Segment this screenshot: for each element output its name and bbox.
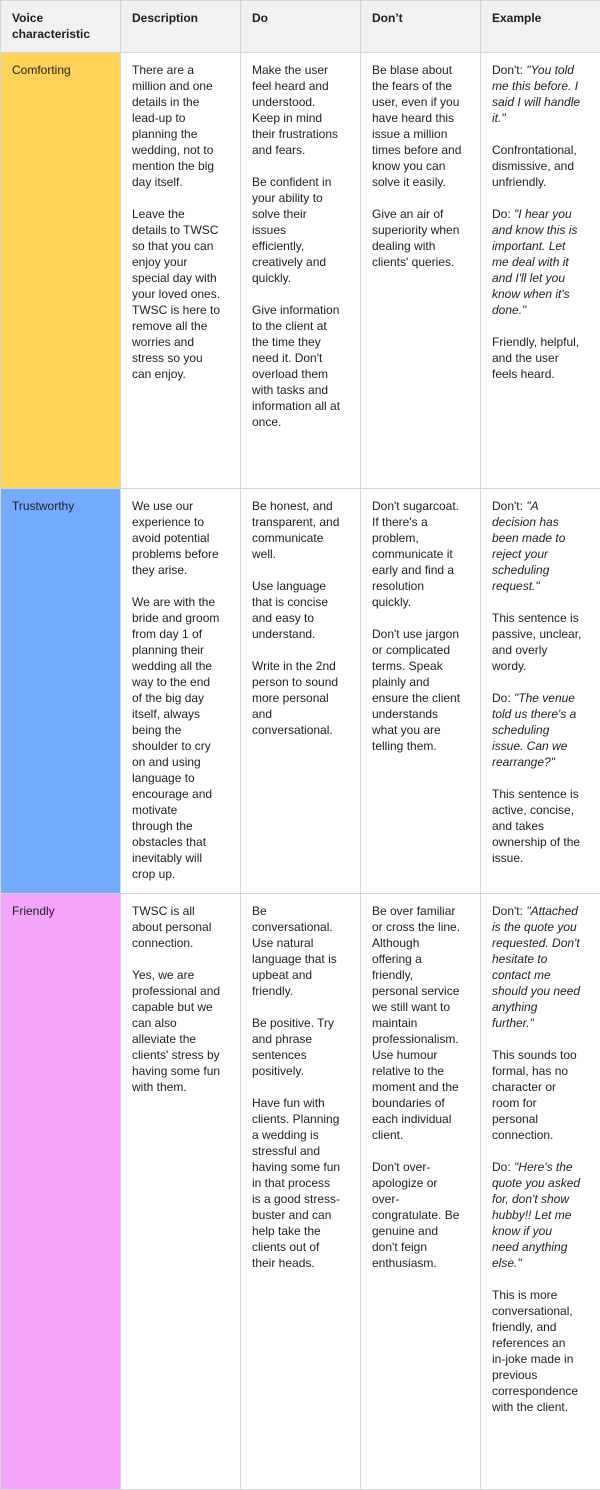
table-row-friendly <box>1 894 600 1490</box>
example-dont <box>492 498 590 594</box>
do-cell <box>241 53 361 489</box>
example-do-note: This sentence is active, concise, and takes ownership of the issue. <box>492 786 590 866</box>
example-dont-label: Don't: <box>492 63 526 77</box>
example-dont-note: This sentence is passive, unclear, and overly wordy. <box>492 610 590 674</box>
do-cell <box>241 489 361 894</box>
dont-paragraph: Give an air of superiority when dealing with clients' queries. <box>372 206 470 270</box>
do-paragraph: Make the user feel heard and understood. Keep in mind their frustrations and fears. <box>252 62 350 158</box>
example-dont-quote: "Attached is the quote you requested. Don't hesitate to contact me should you need anything further." <box>492 904 580 1030</box>
description-paragraph: We are with the bride and groom from day 1 of planning their wedding all the way to the end of the big day itself, always being the shoulder to cry on and using language to encourage and motivate through the obstacles that inevitably will crop up. <box>132 594 230 882</box>
description-paragraph: Yes, we are professional and capable but we can also alleviate the clients' stress by having some fun with them. <box>132 967 230 1095</box>
example-dont-label: Don't: <box>492 904 526 918</box>
example-do-label: Do: <box>492 1160 514 1174</box>
dont-paragraph: Don't use jargon or complicated terms. Speak plainly and ensure the client understands what you are telling them. <box>372 626 470 754</box>
description-paragraph: There are a million and one details in the lead-up to planning the wedding, not to mention the big day itself. <box>132 62 230 190</box>
description-paragraph: We use our experience to avoid potential problems before they arise. <box>132 498 230 578</box>
dont-paragraph: Don't over- apologize or over- congratulate. Be genuine and don't feign enthusiasm. <box>372 1159 470 1271</box>
table-row-trustworthy <box>1 489 600 894</box>
example-do-label: Do: <box>492 691 514 705</box>
example-do <box>492 1159 590 1271</box>
example-dont-quote: "A decision has been made to reject your scheduling request." <box>492 499 565 593</box>
description-cell <box>121 894 241 1490</box>
header-voice-characteristic: Voice characteristic <box>1 1 121 53</box>
example-cell <box>481 53 600 489</box>
example-do-quote: "Here's the quote you asked for, don't show hubby!! Let me know if you need anything else." <box>492 1160 580 1270</box>
example-dont-note: Confrontational, dismissive, and unfriendly. <box>492 142 590 190</box>
description-paragraph: Leave the details to TWSC so that you can enjoy your special day with your loved ones. TWSC is here to remove all the worries and stress so you can enjoy. <box>132 206 230 382</box>
example-dont-label: Don't: <box>492 499 526 513</box>
do-paragraph: Give information to the client at the time they need it. Don't overload them with tasks and information all at once. <box>252 302 350 430</box>
header-dont: Don’t <box>361 1 481 53</box>
dont-cell <box>361 489 481 894</box>
do-paragraph: Be positive. Try and phrase sentences positively. <box>252 1015 350 1079</box>
characteristic-label: Friendly <box>12 904 55 918</box>
characteristic-cell-trustworthy <box>1 489 121 894</box>
characteristic-label: Comforting <box>12 63 71 77</box>
example-do-label: Do: <box>492 207 514 221</box>
dont-cell <box>361 53 481 489</box>
example-cell <box>481 489 600 894</box>
example-dont-note: This sounds too formal, has no character or room for personal connection. <box>492 1047 590 1143</box>
description-paragraph: TWSC is all about personal connection. <box>132 903 230 951</box>
example-dont-quote: "You told me this before. I said I will handle it." <box>492 63 580 125</box>
do-paragraph: Have fun with clients. Planning a wedding is stressful and having some fun in that process is a good stress- buster and can help take the clients out of their heads. <box>252 1095 350 1271</box>
example-do <box>492 690 590 770</box>
header-description: Description <box>121 1 241 53</box>
example-do <box>492 206 590 318</box>
example-dont <box>492 62 590 126</box>
header-example: Example <box>481 1 600 53</box>
header-row <box>1 1 600 53</box>
example-dont <box>492 903 590 1031</box>
dont-cell <box>361 894 481 1490</box>
characteristic-cell-friendly <box>1 894 121 1490</box>
dont-paragraph: Be blase about the fears of the user, even if you have heard this issue a million times before and know you can solve it easily. <box>372 62 470 190</box>
do-paragraph: Use language that is concise and easy to understand. <box>252 578 350 642</box>
description-cell <box>121 53 241 489</box>
example-do-note: This is more conversational, friendly, and references an in-joke made in previous correspondence with the client. <box>492 1287 590 1415</box>
dont-paragraph: Don't sugarcoat. If there's a problem, communicate it early and find a resolution quickly. <box>372 498 470 610</box>
example-cell <box>481 894 600 1490</box>
table-row-comforting <box>1 53 600 489</box>
characteristic-cell-comforting <box>1 53 121 489</box>
description-cell <box>121 489 241 894</box>
do-paragraph: Be confident in your ability to solve their issues efficiently, creatively and quickly. <box>252 174 350 286</box>
do-paragraph: Be honest, and transparent, and communicate well. <box>252 498 350 562</box>
characteristic-label: Trustworthy <box>12 499 74 513</box>
do-cell <box>241 894 361 1490</box>
example-do-note: Friendly, helpful, and the user feels heard. <box>492 334 590 382</box>
do-paragraph: Write in the 2nd person to sound more personal and conversational. <box>252 658 350 738</box>
example-do-quote: "The venue told us there's a scheduling issue. Can we rearrange?" <box>492 691 576 769</box>
header-do: Do <box>241 1 361 53</box>
dont-paragraph: Be over familiar or cross the line. Although offering a friendly, personal service we still want to maintain professionalism. Use humour relative to the moment and the boundaries of each individual client. <box>372 903 470 1143</box>
do-paragraph: Be conversational. Use natural language that is upbeat and friendly. <box>252 903 350 999</box>
example-do-quote: "I hear you and know this is important. Let me deal with it and I'll let you know when it's done." <box>492 207 577 317</box>
